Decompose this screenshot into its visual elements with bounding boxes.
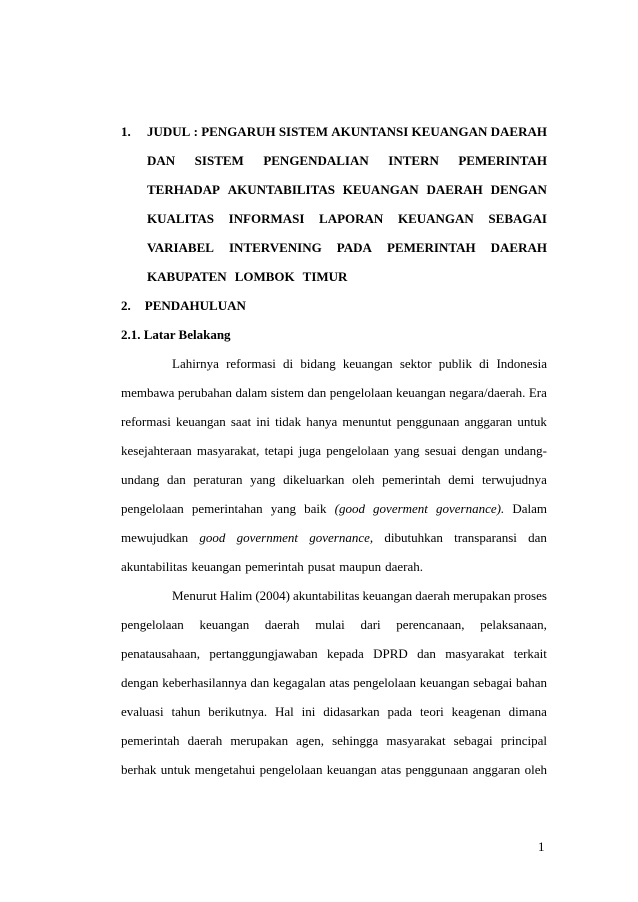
word: INTERN [388,153,439,168]
word: dan [166,472,186,487]
word: kesejahteraan [121,443,192,458]
word: DAERAH [426,182,483,197]
word: Indonesia [496,356,547,371]
word: keuangan [419,675,470,690]
word: sehingga [332,733,379,748]
word: perubahan [177,385,233,400]
word: pengelolaan [326,443,390,458]
title-line-5 [147,240,547,256]
word: governance). [436,501,505,516]
word: mengetahui [194,762,256,777]
word: pemerintahan [191,501,263,516]
word: sektor [399,356,432,371]
word: VARIABEL [147,240,214,255]
word: teori [419,704,444,719]
word: juga [298,443,322,458]
word: LAPORAN [319,211,384,226]
word: tetapi [264,443,294,458]
word: Halim [219,588,253,603]
word: dengan [461,443,500,458]
word: TIMUR [302,269,348,284]
word: KEUANGAN [411,124,488,139]
word: (2004) [255,588,290,603]
word: daerah [415,588,450,603]
word: penggunaan [405,762,469,777]
word: Era [528,385,547,400]
paragraph-2-line-7 [121,762,547,778]
word: daerah [187,733,223,748]
word: peraturan [193,472,243,487]
word: dikeluarkan [283,472,345,487]
word: INTERVENING [229,240,322,255]
word: daerah [264,617,300,632]
paragraph-1-line-5 [121,472,547,488]
title-line-4 [147,211,547,227]
word: keuangan [362,588,413,603]
word: di [283,356,294,371]
word: dalam [235,385,268,400]
word: keuangan [191,559,242,574]
word: goverment [373,501,428,516]
word: demi [448,472,475,487]
paragraph-1-line-8 [121,559,547,575]
paragraph-2-line-6 [121,733,547,749]
word: masyarakat [386,733,446,748]
word: dan [417,646,436,661]
word: bidang [300,356,336,371]
word: pengelolaan [121,617,184,632]
paragraph-2-line-3 [121,646,547,662]
word: undang- [504,443,547,458]
word: untuk [160,762,191,777]
word: reformasi [226,356,276,371]
word: pengelolaan [121,501,184,516]
word: keuangan [342,356,393,371]
paragraph-1-line-4 [121,443,547,459]
word: di [479,356,490,371]
word: PEMERINTAH [386,240,476,255]
word: TERHADAP [147,182,220,197]
word: yang [394,443,420,458]
word: berikutnya. [208,704,268,719]
word: negara/daerah. [449,385,526,400]
word: sistem [270,385,304,400]
word: JUDUL [147,124,191,139]
word: pelaksanaan, [480,617,547,632]
word: proses [513,588,547,603]
word: governance, [309,530,374,545]
paragraph-2-line-1 [172,588,547,604]
word: pusat [307,559,336,574]
word: principal [500,733,547,748]
word: untuk [517,414,547,429]
word: penggunaan [396,414,460,429]
word: AKUNTABILITAS [227,182,335,197]
word: kepada [326,646,364,661]
word: PEMERINTAH [458,153,547,168]
title-line-6 [147,269,547,285]
word: pengelolaan [259,762,323,777]
word: PENDAHULUAN [144,298,246,313]
word: DAERAH [490,124,547,139]
word: (good [334,501,365,516]
word: berhak [121,762,157,777]
section-heading-pendahuluan [121,298,246,314]
word: Dalam [512,501,547,516]
word: yang [270,501,297,516]
word: reformasi [121,414,171,429]
paragraph-1-line-6 [121,501,547,517]
word: atas [329,675,350,690]
word: terwujudnya [481,472,547,487]
word: government [236,530,298,545]
word: DAERAH [490,240,547,255]
heading-number: 1. [121,124,131,139]
word: evaluasi [121,704,164,719]
word: dengan [121,675,159,690]
paragraph-2-line-5 [121,704,547,720]
word: mulai [315,617,345,632]
word: pemerintah [245,559,304,574]
paragraph-2-line-4 [121,675,547,691]
word: oleh [352,472,375,487]
word: maupun [339,559,382,574]
word: keuangan [175,414,226,429]
word: dan [250,675,270,690]
word: sebagai [453,733,493,748]
word: hanya [306,414,338,429]
word: ini [256,414,270,429]
word: Hal [275,704,294,719]
word: anggaran [472,762,521,777]
word: pengelolaan [353,675,417,690]
word: KEUANGAN [342,182,419,197]
word: DPRD [373,646,408,661]
paragraph-1-line-3 [121,414,547,430]
word: keuangan [395,385,446,400]
word: keuangan [326,762,377,777]
word: agen, [296,733,324,748]
title-line-3 [147,182,547,198]
word: merupakan [452,588,511,603]
word: SISTEM [278,124,328,139]
word: oleh [524,762,547,777]
word: dari [360,617,381,632]
word: dibutuhkan [384,530,443,545]
word: kegagalan [272,675,326,690]
word: merupakan [230,733,289,748]
word: pada [387,704,413,719]
subsection-heading-latar-belakang: 2.1. Latar Belakang [121,327,231,342]
paragraph-1-line-1 [172,356,547,372]
word: keuangan [199,617,250,632]
word: undang [121,472,160,487]
word: DAN [147,153,176,168]
word: dan [307,385,327,400]
word: didasarkan [323,704,380,719]
word: penatausahaan, [121,646,201,661]
word: 2. [121,298,131,313]
word: publik [438,356,473,371]
word: saat [230,414,252,429]
word: sesuai [424,443,457,458]
word: dimana [508,704,547,719]
word: atas [380,762,402,777]
word: pertanggungjawaban [209,646,318,661]
word: PADA [336,240,372,255]
word: masyarakat [445,646,505,661]
word: terkait [513,646,547,661]
word: AKUNTANSI [331,124,409,139]
word: dan [528,530,547,545]
word: perencanaan, [396,617,465,632]
word: yang [250,472,276,487]
word: daerah. [385,559,423,574]
word: akuntabilitas [121,559,188,574]
word: tidak [275,414,302,429]
word: PENGARUH [201,124,276,139]
word: DENGAN [490,182,547,197]
word: anggaran [464,414,513,429]
word: KEUANGAN [397,211,474,226]
word: pemerintah [121,733,180,748]
word: pengelolaan [329,385,393,400]
word: tahun [171,704,201,719]
word: SISTEM [194,153,244,168]
paragraph-1-line-7 [121,530,547,546]
word: ini [301,704,316,719]
word: INFORMASI [228,211,305,226]
word: bahan [515,675,547,690]
paragraph-1-line-2 [121,385,547,401]
word: KUALITAS [147,211,214,226]
word: PENGENDALIAN [263,153,369,168]
word: SEBAGAI [488,211,547,226]
word: Menurut [172,588,217,603]
word: LOMBOK [234,269,295,284]
word: pemerintah [382,472,441,487]
word: sebagai [473,675,513,690]
word: baik [304,501,327,516]
word: mewujudkan [121,530,189,545]
word: keberhasilannya [162,675,247,690]
word: membawa [121,385,175,400]
word: good [199,530,226,545]
word: akuntabilitas [293,588,360,603]
word: : [193,124,198,139]
title-line-1 [147,124,547,140]
word: transparansi [454,530,517,545]
word: masyarakat, [196,443,260,458]
paragraph-2-line-2 [121,617,547,633]
title-line-2 [147,153,547,169]
word: KABUPATEN [147,269,227,284]
word: Lahirnya [172,356,219,371]
word: menuntut [342,414,392,429]
page-number: 1 [538,839,545,854]
word: keagenan [451,704,501,719]
